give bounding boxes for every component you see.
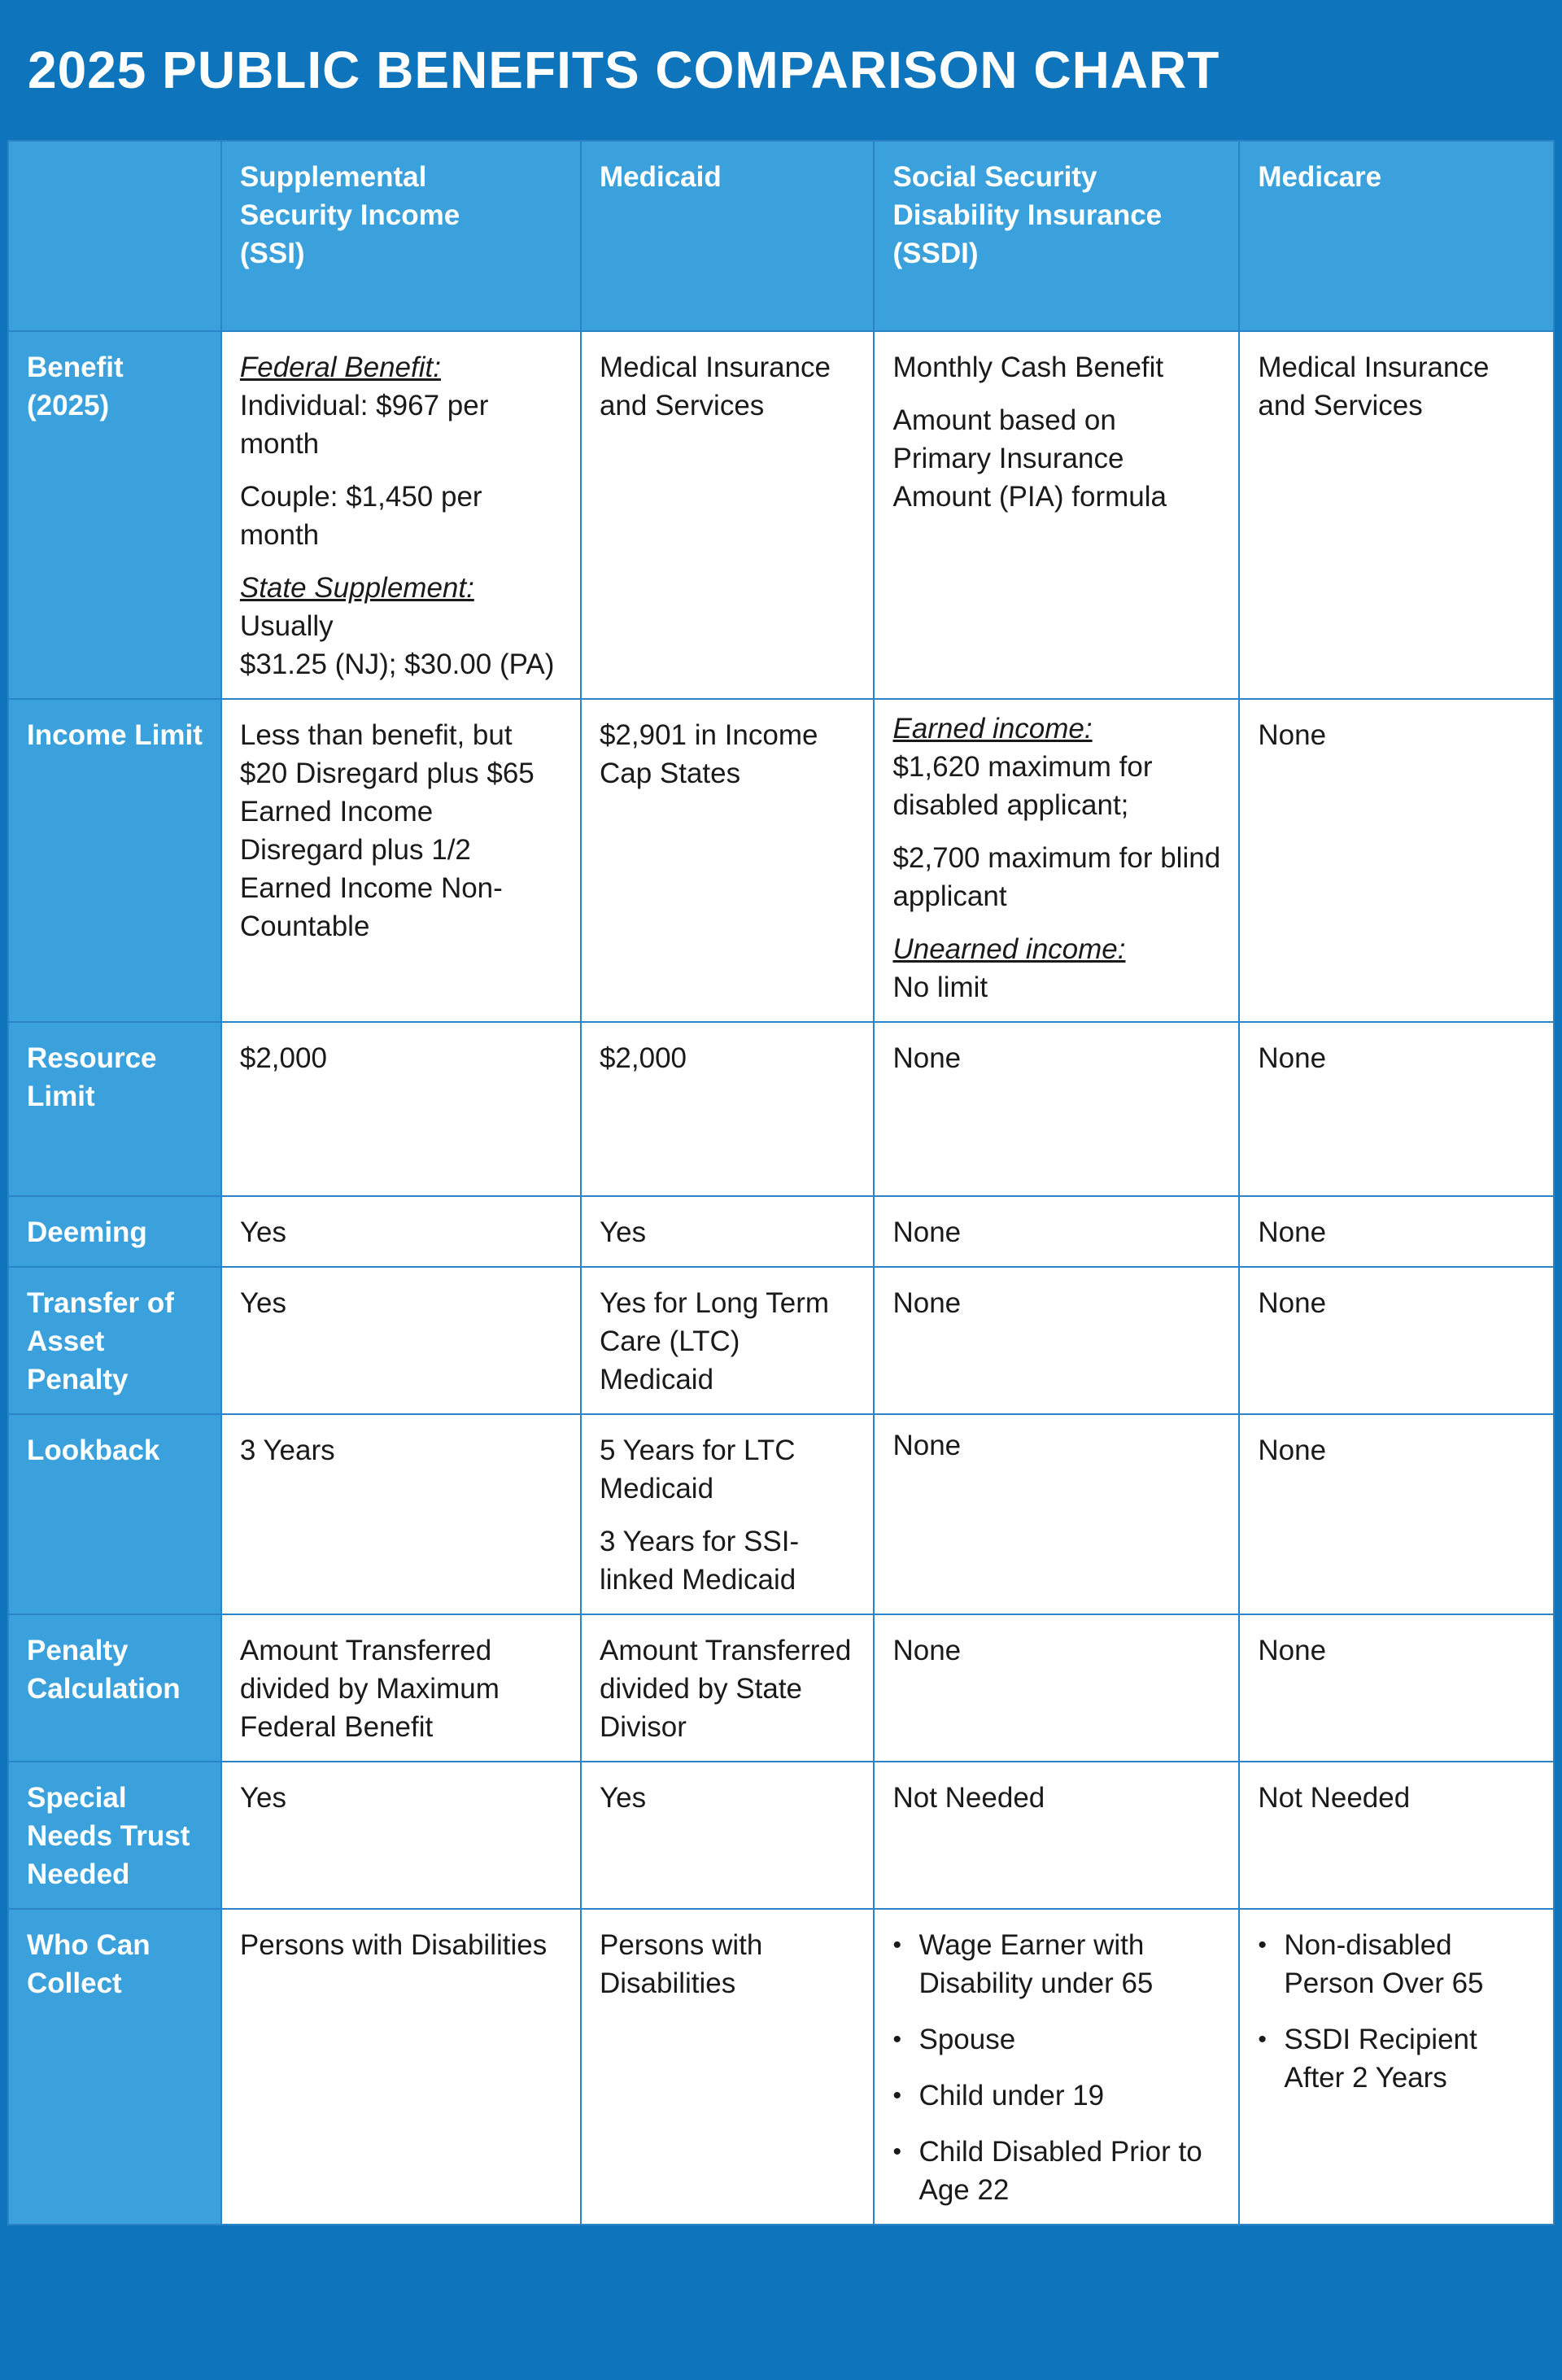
bullet-icon: • xyxy=(892,2026,901,2053)
earned-income-disabled: $1,620 maximum for disabled applicant; xyxy=(892,751,1153,821)
table-row-deeming xyxy=(8,1196,1554,1267)
bullet-icon: • xyxy=(1258,1932,1267,1959)
row-header-lookback: Lookback xyxy=(8,1414,221,1614)
row-header-resource: Resource Limit xyxy=(8,1022,221,1196)
cell-deeming-ssi: Yes xyxy=(221,1196,581,1267)
state-supplement-usually: Usually xyxy=(239,610,334,642)
list-item: • Non-disabled Person Over 65 xyxy=(1258,1926,1535,2002)
cell-transfer-ssi: Yes xyxy=(221,1267,581,1414)
cell-snt-medicaid: Yes xyxy=(581,1762,875,1909)
cell-snt-medicare: Not Needed xyxy=(1239,1762,1554,1909)
bullet-icon: • xyxy=(1258,2026,1267,2053)
table-row-benefit xyxy=(8,331,1554,699)
federal-benefit-label: Federal Benefit: xyxy=(239,352,441,383)
header-row xyxy=(8,141,1554,331)
benefits-comparison-table xyxy=(7,140,1555,2225)
cell-deeming-medicare: None xyxy=(1239,1196,1554,1267)
cell-snt-ssi: Yes xyxy=(221,1762,581,1909)
cell-income-medicare: None xyxy=(1239,699,1554,1022)
cell-resource-ssi: $2,000 xyxy=(221,1022,581,1196)
column-header-medicaid: Medicaid xyxy=(581,141,875,331)
table-row-penalty xyxy=(8,1614,1554,1762)
cell-benefit-ssdi xyxy=(874,331,1239,699)
cell-lookback-ssi: 3 Years xyxy=(221,1414,581,1614)
state-supplement-label: State Supplement: xyxy=(239,572,474,604)
cell-transfer-medicaid: Yes for Long Term Care (LTC) Medicaid xyxy=(581,1267,875,1414)
row-header-transfer: Transfer of Asset Penalty xyxy=(8,1267,221,1414)
title-banner xyxy=(0,0,1562,140)
cell-deeming-medicaid: Yes xyxy=(581,1196,875,1267)
bullet-icon: • xyxy=(892,1932,901,1959)
column-header-ssi-line: Supplemental xyxy=(239,161,427,193)
cell-penalty-medicaid: Amount Transferred divided by State Divisor xyxy=(581,1614,875,1762)
row-header-penalty: Penalty Calculation xyxy=(8,1614,221,1762)
cell-who-ssdi xyxy=(874,1909,1239,2225)
table-row-snt xyxy=(8,1762,1554,1909)
cell-penalty-medicare: None xyxy=(1239,1614,1554,1762)
list-item: • Child Disabled Prior to Age 22 xyxy=(892,2133,1220,2209)
cell-penalty-ssi: Amount Transferred divided by Maximum Federal Benefit xyxy=(221,1614,581,1762)
row-header-income: Income Limit xyxy=(8,699,221,1022)
row-header-deeming: Deeming xyxy=(8,1196,221,1267)
column-header-ssi xyxy=(221,141,581,331)
individual-benefit: Individual: $967 per month xyxy=(239,390,489,460)
state-supplement-values: $31.25 (NJ); $30.00 (PA) xyxy=(239,648,555,680)
column-header-ssdi xyxy=(874,141,1239,331)
bullet-icon: • xyxy=(892,2082,901,2109)
cell-benefit-medicaid: Medical Insurance and Services xyxy=(581,331,875,699)
bullet-icon: • xyxy=(892,2138,901,2165)
table-row-resource xyxy=(8,1022,1554,1196)
cell-income-ssi: Less than benefit, but $20 Disregard plus $65 Earned Income Disregard plus 1/2 Earned Income Non-Countable xyxy=(221,699,581,1022)
earned-income-label: Earned income: xyxy=(892,713,1093,745)
cell-who-ssi: Persons with Disabilities xyxy=(221,1909,581,2225)
cell-benefit-ssi xyxy=(221,331,581,699)
column-header-ssi-line: (SSI) xyxy=(239,238,305,269)
unearned-income-label: Unearned income: xyxy=(892,933,1126,965)
lookback-ltc: 5 Years for LTC Medicaid xyxy=(599,1435,796,1504)
cell-income-ssdi xyxy=(874,699,1239,1022)
cell-resource-medicare: None xyxy=(1239,1022,1554,1196)
table-row-who xyxy=(8,1909,1554,2225)
medicare-eligibility-list xyxy=(1258,1926,1535,2097)
cell-transfer-ssdi: None xyxy=(874,1267,1239,1414)
cell-income-medicaid: $2,901 in Income Cap States xyxy=(581,699,875,1022)
list-item: • Spouse xyxy=(892,2020,1220,2059)
row-header-who: Who Can Collect xyxy=(8,1909,221,2225)
ssdi-benefit-amount: Amount based on Primary Insurance Amount (PIA) formula xyxy=(892,404,1167,513)
list-item: • Wage Earner with Disability under 65 xyxy=(892,1926,1220,2002)
unearned-income-value: No limit xyxy=(892,972,988,1003)
column-header-ssdi-line: (SSDI) xyxy=(892,238,979,269)
corner-cell xyxy=(8,141,221,331)
table-row-income xyxy=(8,699,1554,1022)
table-row-lookback xyxy=(8,1414,1554,1614)
table-row-transfer xyxy=(8,1267,1554,1414)
ssdi-benefit-type: Monthly Cash Benefit xyxy=(892,352,1164,383)
lookback-ssi-linked: 3 Years for SSI-linked Medicaid xyxy=(599,1526,800,1596)
cell-who-medicaid: Persons with Disabilities xyxy=(581,1909,875,2225)
column-header-ssdi-line: Disability Insurance xyxy=(892,199,1163,231)
row-header-snt: Special Needs Trust Needed xyxy=(8,1762,221,1909)
cell-benefit-medicare: Medical Insurance and Services xyxy=(1239,331,1554,699)
cell-resource-ssdi: None xyxy=(874,1022,1239,1196)
list-item: • SSDI Recipient After 2 Years xyxy=(1258,2020,1535,2097)
earned-income-blind: $2,700 maximum for blind applicant xyxy=(892,842,1221,912)
list-item: • Child under 19 xyxy=(892,2076,1220,2115)
cell-lookback-ssdi: None xyxy=(874,1414,1239,1614)
ssdi-eligibility-list xyxy=(892,1926,1220,2209)
cell-lookback-medicaid xyxy=(581,1414,875,1614)
row-header-benefit: Benefit (2025) xyxy=(8,331,221,699)
cell-penalty-ssdi: None xyxy=(874,1614,1239,1762)
cell-who-medicare xyxy=(1239,1909,1554,2225)
cell-resource-medicaid: $2,000 xyxy=(581,1022,875,1196)
column-header-medicare: Medicare xyxy=(1239,141,1554,331)
cell-transfer-medicare: None xyxy=(1239,1267,1554,1414)
couple-benefit: Couple: $1,450 per month xyxy=(239,481,482,551)
cell-lookback-medicare: None xyxy=(1239,1414,1554,1614)
column-header-ssdi-line: Social Security xyxy=(892,161,1097,193)
cell-deeming-ssdi: None xyxy=(874,1196,1239,1267)
page-title: 2025 PUBLIC BENEFITS COMPARISON CHART xyxy=(28,41,1220,99)
cell-snt-ssdi: Not Needed xyxy=(874,1762,1239,1909)
column-header-ssi-line: Security Income xyxy=(239,199,460,231)
